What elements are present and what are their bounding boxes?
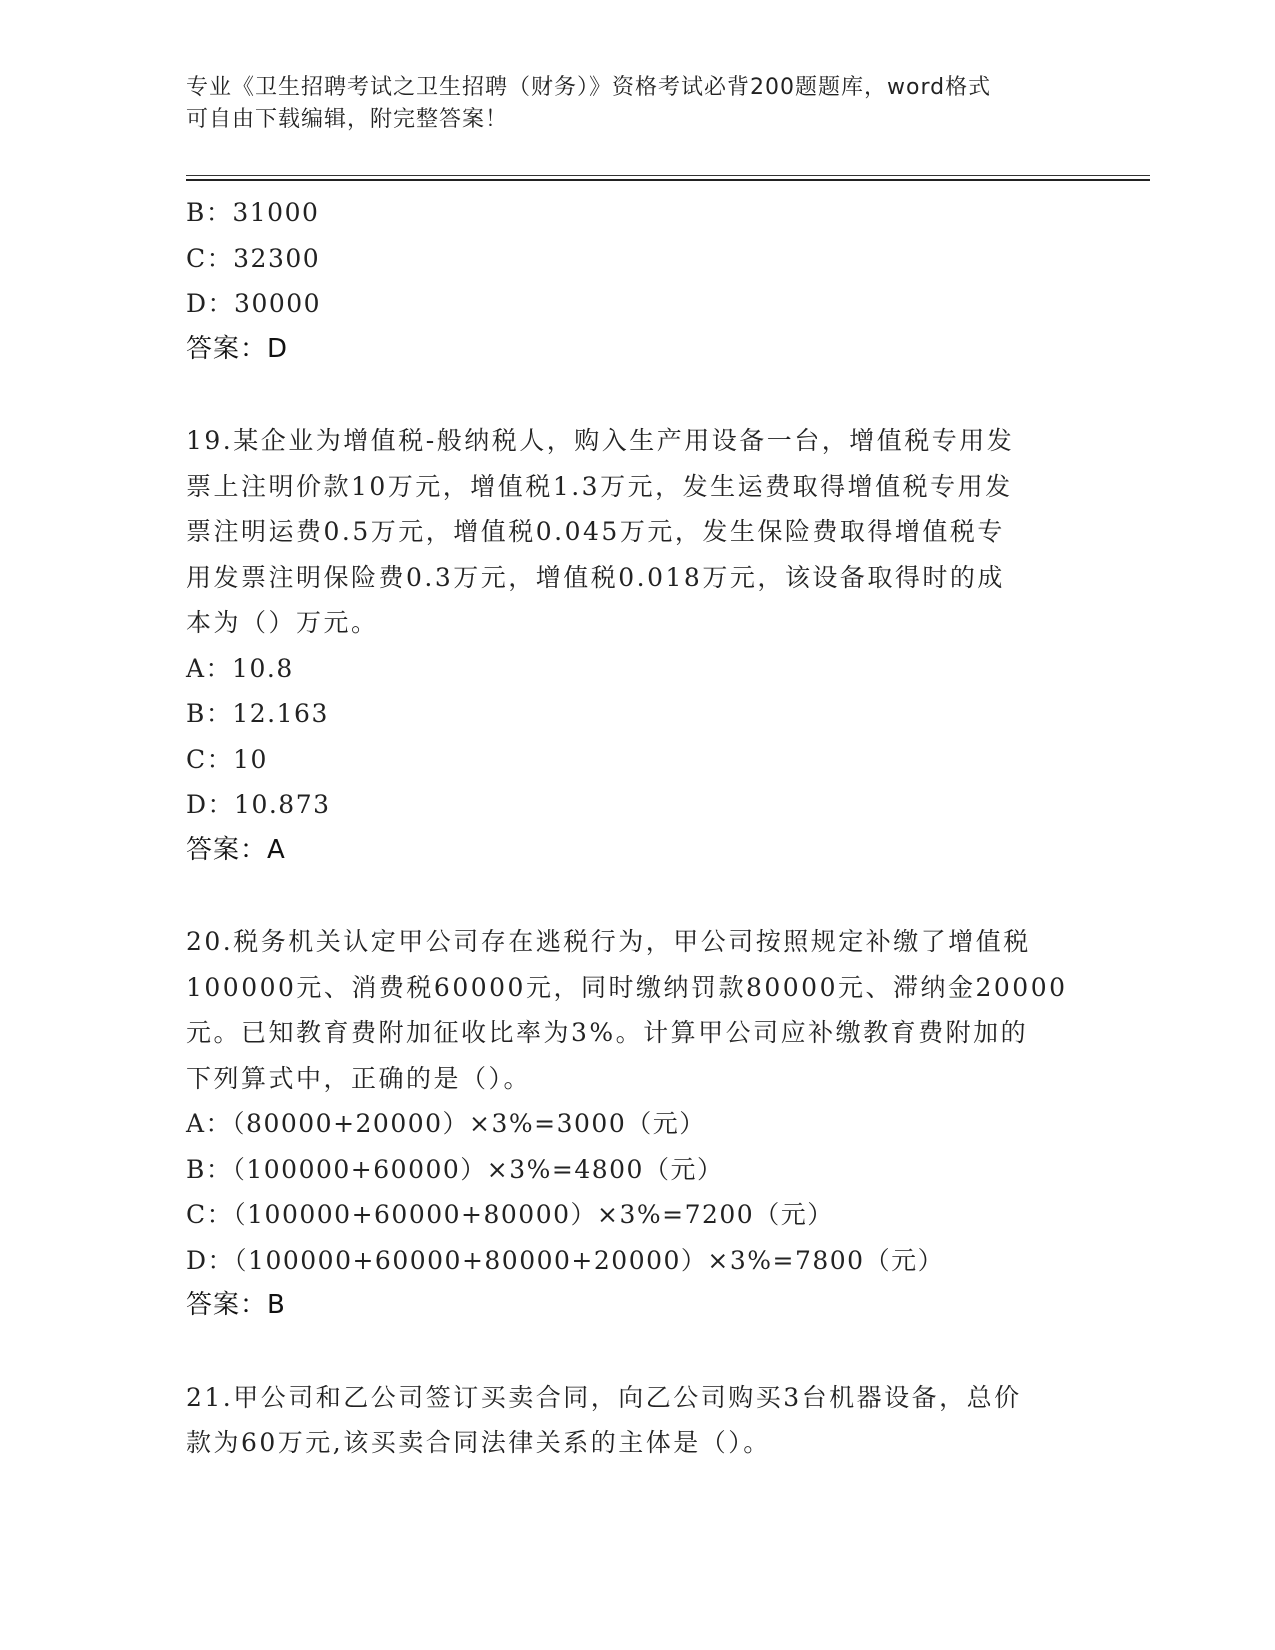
question-text-line: 款为60万元,该买卖合同法律关系的主体是（）。 [186,1428,771,1457]
option-b: B：（100000+60000）×3%=4800（元） [186,1154,724,1184]
answer-line: 答案：D [186,333,289,364]
header-divider-thin [186,175,1150,176]
option-d: D：（100000+60000+80000+20000）×3%=7800（元） [186,1245,945,1275]
question-text-line: 用发票注明保险费0.3万元，增值税0.018万元，该设备取得时的成 [186,562,1005,592]
question-text-line: 票注明运费0.5万元，增值税0.045万元，发生保险费取得增值税专 [186,517,1005,546]
header-title-line-2: 可自由下载编辑，附完整答案！ [186,107,509,132]
answer-line: 答案：B [186,1290,286,1320]
option-a: A：（80000+20000）×3%=3000（元） [186,1109,706,1138]
spacer [186,1329,1086,1375]
question-block-20 [186,919,1086,1329]
question-text-line: 票上注明价款10万元，增值税1.3万元，发生运费取得增值税专用发 [186,471,1013,501]
question-block-21 [186,1375,1086,1466]
question-block-18 [186,190,1086,372]
question-text-line: 20.税务机关认定甲公司存在逃税行为，甲公司按照规定补缴了增值税 [186,927,1031,956]
header-divider-thick [186,179,1150,181]
option-d: D：30000 [186,289,322,318]
spacer [186,372,1086,418]
question-text-line: 本为（）万元。 [186,608,379,637]
option-d: D：10.873 [186,790,331,819]
question-block-19 [186,418,1086,873]
question-text-line: 19.某企业为增值税-般纳税人，购入生产用设备一台，增值税专用发 [186,426,1015,455]
page-header [186,72,1066,136]
spacer [186,873,1086,919]
question-text-line: 下列算式中，正确的是（）。 [186,1063,532,1093]
header-title-line-1: 专业《卫生招聘考试之卫生招聘（财务）》资格考试必背200题题库，word格式 [186,75,992,100]
option-c: C：10 [186,744,268,774]
question-text-line: 元。已知教育费附加征收比率为3%。计算甲公司应补缴教育费附加的 [186,1018,1029,1047]
answer-line: 答案：A [186,834,286,865]
option-a: A：10.8 [186,653,294,683]
option-c: C：32300 [186,243,321,273]
question-text-line: 100000元、消费税60000元，同时缴纳罚款80000元、滞纳金20000 [186,972,1068,1002]
option-b: B：31000 [186,198,320,227]
question-text-line: 21.甲公司和乙公司签订买卖合同，向乙公司购买3台机器设备，总价 [186,1382,1022,1412]
question-content [186,190,1086,1466]
option-c: C：（100000+60000+80000）×3%=7200（元） [186,1200,834,1229]
option-b: B：12.163 [186,699,329,728]
